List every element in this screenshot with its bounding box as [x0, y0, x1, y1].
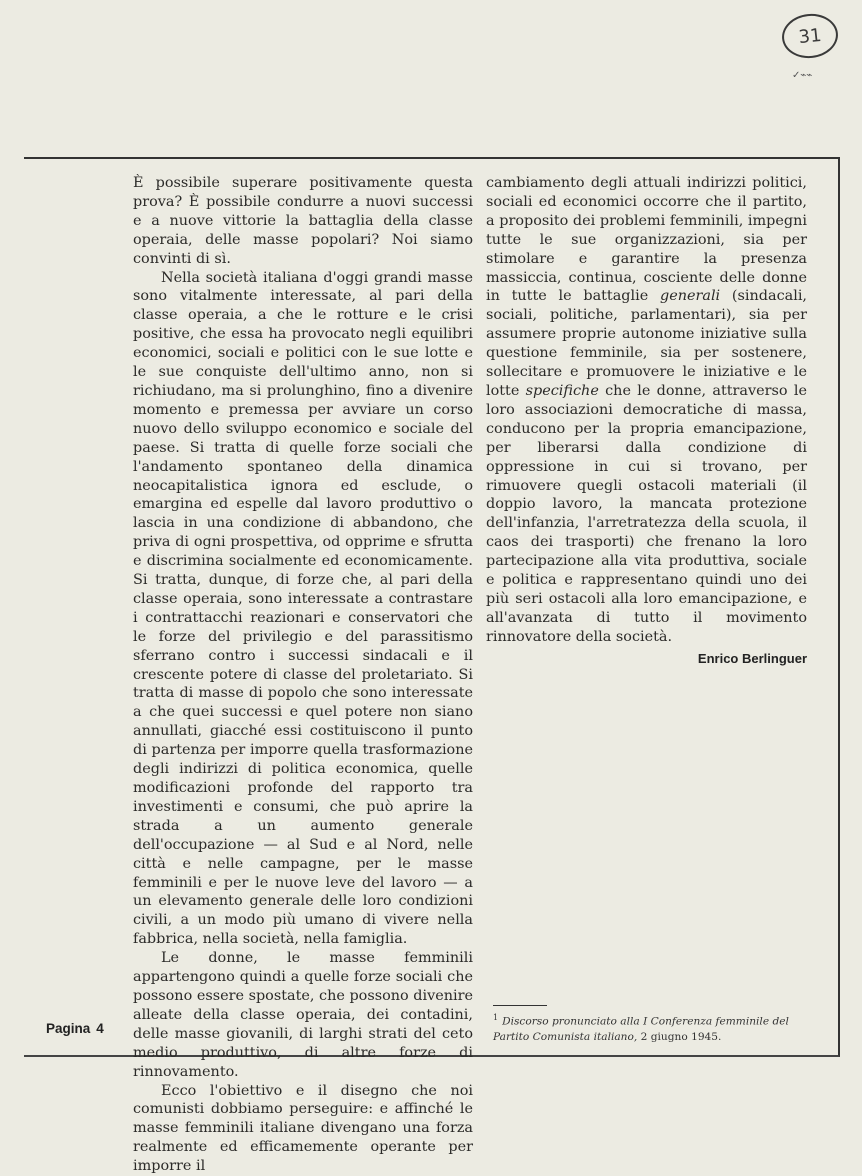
emphasis-specifiche: specifiche: [526, 383, 599, 399]
paragraph-2: Nella società italiana d'oggi grandi masse sono vitalmente interessate, al pari della classe operaia, a che le rotture e le crisi positive, che essa ha provocato negli equilibri economici, sociali e politici con le sue lotte e le sue conquiste dell'ultimo anno, non si richiudano, ma si prolunghino, fino a divenire momento e premessa per avviare un corso nuovo dello sviluppo economico e sociale del paese. Si tratta di quelle forze sociali che l'andamento spontaneo della dinamica neocapitalistica ignora ed esclude, o emargina ed espelle dal lavoro produttivo o lascia in una condizione di abbandono, che priva di ogni prospettiva, od opprime e sfrutta e discrimina socialmente ed economicamente. Si tratta, dunque, di forze che, al pari della classe operaia, sono interessate a contrastare i contrattacchi reazionari e conservatori che le forze del privilegio e del parassitismo sferrano contro i successi sindacali e il crescente potere di classe del proletariato. Si tratta di masse di popolo che sono interessate a che quei successi e quel potere non siano annullati, giacché essi costituiscono il punto di partenza per imporre quella trasformazione degli indirizzi di politica economica, quelle modificazioni profonde del rapporto tra investimenti e consumi, che può aprire la strada a un aumento generale dell'occupazione — al Sud e al Nord, nelle città e nelle campagne, per le masse femminili e per le nuove leve del lavoro — a un elevamento generale delle loro condizioni civili, a un modo più umano di vivere nella fabbrica, nella società, nella famiglia.: [133, 269, 473, 950]
author-signature: Enrico Berlinguer: [486, 650, 807, 669]
right-column: [486, 174, 807, 669]
emphasis-generali: generali: [660, 288, 720, 304]
archive-page-stamp: [780, 11, 840, 61]
footnote-divider: [493, 1005, 547, 1006]
continuation-text-1: cambiamento degli attuali indirizzi politici, sociali ed economici occorre che il partito, a proposito dei problemi femminili, impegni tutte le sue organizzazioni, sia per stimolare e garantire la presenza massiccia, continua, cosciente delle donne in tutte le battaglie: [486, 175, 807, 304]
page-number: [46, 1021, 104, 1036]
footnote-date: 2 giugno 1945.: [641, 1031, 722, 1043]
archive-page-number: 31: [798, 24, 823, 47]
paragraph-continuation: [486, 174, 807, 647]
paragraph-4: Ecco l'obiettivo e il disegno che noi comunisti dobbiamo perseguire: e affinché le masse femminili italiane divengano una forza realmente ed efficamemente operante per imporre il: [133, 1082, 473, 1176]
pencil-scribble-icon: ✓⌁⌁: [792, 70, 812, 81]
footnote-text: Discorso pronunciato alla I Conferenza femminile del Partito Comunista italiano,: [493, 1016, 789, 1043]
continuation-text-3: che le donne, attraverso le loro associazioni democratiche di massa, conducono per la propria emancipazione, per liberarsi dalla condizione di oppressione in cui si trovano, per rimuovere quegli ostacoli materiali (il doppio lavoro, la mancata protezione dell'infanzia, l'arretratezza della scuola, il caos dei trasporti) che frenano la loro partecipazione alla vita produttiva, sociale e politica e rappresentano quindi uno dei più seri ostacoli alla loro emancipazione, e all'avanzata di tutto il movimento rinnovatore della società.: [486, 383, 807, 645]
paragraph-3: Le donne, le masse femminili appartengono quindi a quelle forze sociali che possono essere spostate, che possono divenire alleate della classe operaia, dei contadini, delle masse giovanili, di larghi strati del ceto medio produttivo, di altre forze di rinnovamento.: [133, 949, 473, 1081]
continuation-text-2: (sindacali, sociali, politiche, parlamentari), sia per assumere proprie autonome iniziative sulla questione femminile, sia per sostenere, sollecitare e promuovere le iniziative e le lotte: [486, 288, 807, 399]
left-column: [133, 174, 473, 1176]
page-number-value: 4: [96, 1021, 104, 1036]
footnote: [493, 1010, 808, 1045]
footnote-marker: 1: [493, 1013, 498, 1022]
paragraph-1: È possibile superare positivamente questa prova? È possibile condurre a nuovi successi e a nuove vittorie la battaglia della classe operaia, delle masse popolari? Noi siamo convinti di sì.: [133, 174, 473, 269]
page-number-label: Pagina: [46, 1021, 90, 1036]
